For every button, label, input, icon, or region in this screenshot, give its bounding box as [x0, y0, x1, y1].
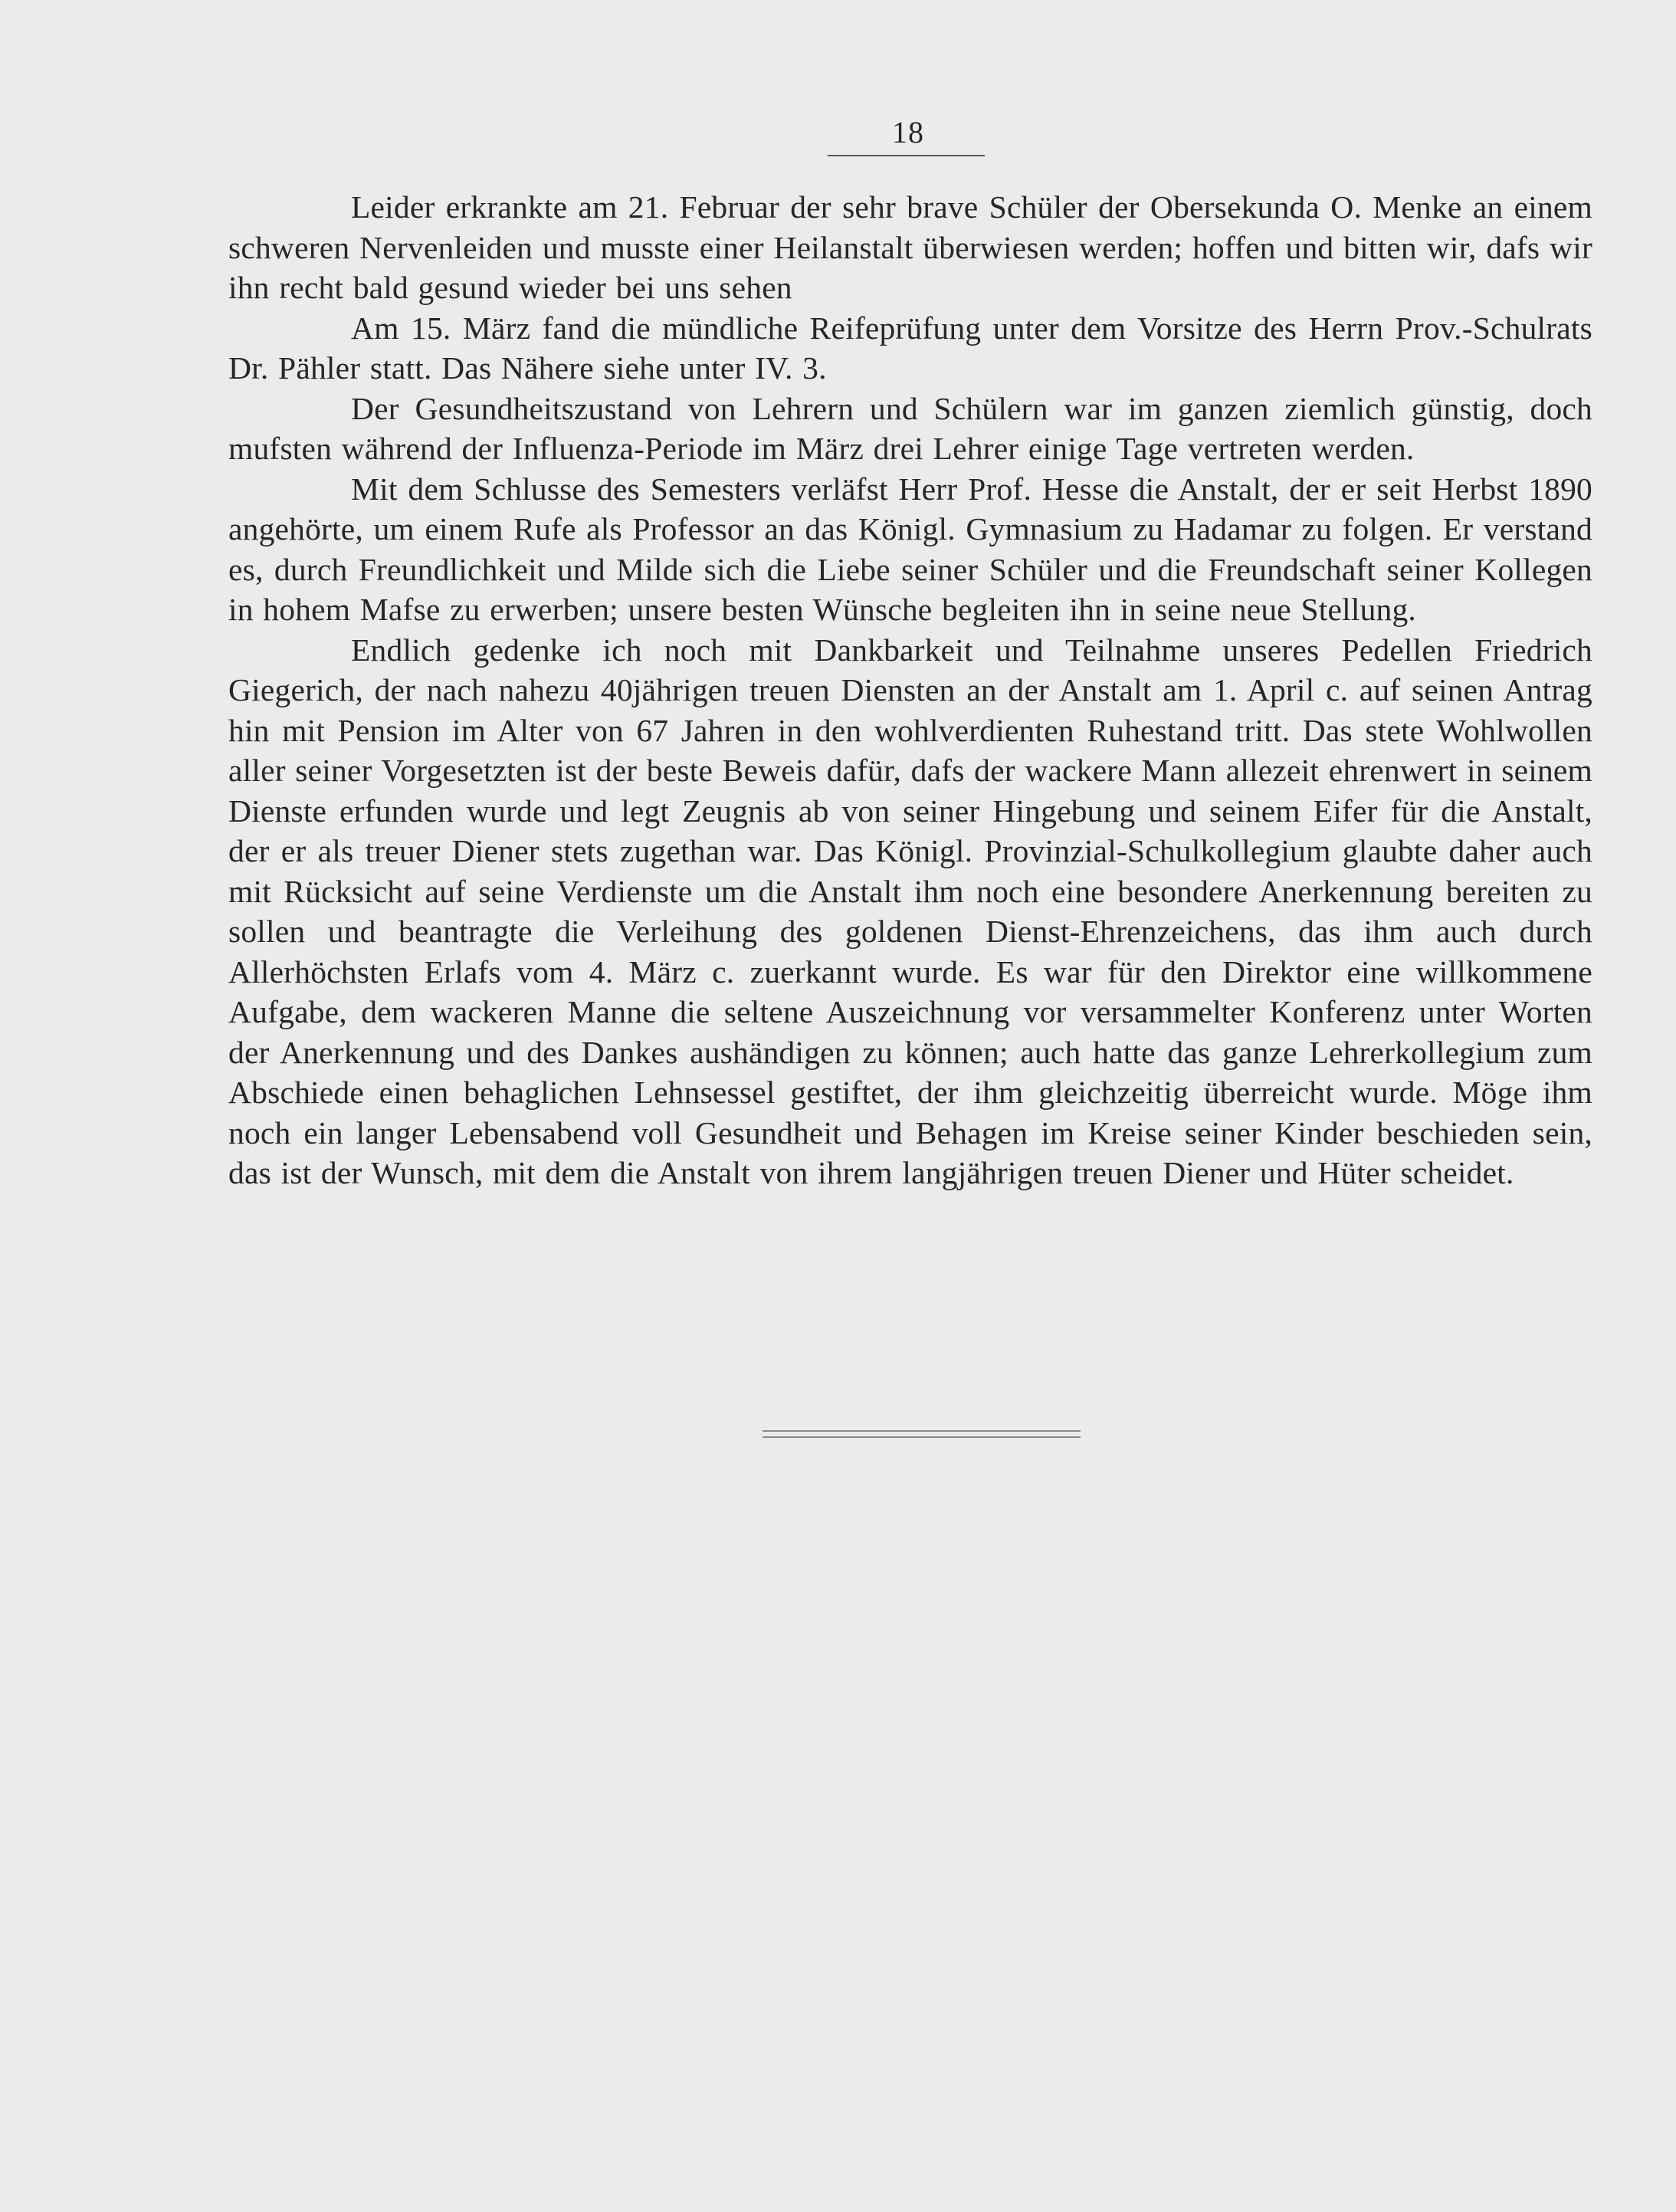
- page-number-underline: [828, 155, 985, 156]
- paragraph-reifepruefung: Am 15. März fand die mündliche Reifeprüfung unter dem Vorsitze des Herrn Prov.-Schulrats Dr. Pähler statt. Das Nähere siehe unter IV. 3.: [228, 310, 1592, 386]
- paragraph-health-status: Der Gesundheitszustand von Lehrern und Schülern war im ganzen ziemlich günstig, doch mufsten während der Influenza-Periode im März drei Lehrer einige Tage vertreten werden.: [228, 390, 1592, 466]
- paragraph-hesse-departure: Mit dem Schlusse des Semesters verläfst Herr Prof. Hesse die Anstalt, der er seit Herbst 1890 angehörte, um einem Rufe als Professor an das Königl. Gymnasium zu Hadamar zu folgen. Er verstand es, durch Freundlichkeit und Milde sich die Liebe seiner Schüler und die Freundschaft seiner Kollegen in hohem Mafse zu erwerben; unsere besten Wünsche begleiten ihn in seine neue Stellung.: [228, 471, 1592, 627]
- end-divider-line: [763, 1436, 1081, 1438]
- paragraph-menke-illness: Leider erkrankte am 21. Februar der sehr brave Schüler der Obersekunda O. Menke an einem schweren Nervenleiden und musste einer Heilanstalt überwiesen werden; hoffen und bitten wir, dafs wir ihn recht bald gesund wieder bei uns sehen: [228, 189, 1592, 305]
- end-divider-line: [763, 1430, 1081, 1432]
- page-number: 18: [892, 115, 924, 149]
- paragraph-giegerich-retirement: Endlich gedenke ich noch mit Dankbarkeit und Teilnahme unseres Pedellen Friedrich Giegerich, der nach nahezu 40jährigen treuen Diensten an der Anstalt am 1. April c. auf seinen Antrag hin mit Pension im Alter von 67 Jahren in den wohlverdienten Ruhestand tritt. Das stete Wohlwollen aller seiner Vorgesetzten ist der beste Beweis dafür, dafs der wackere Mann allezeit ehrenwert in seinem Dienste erfunden wurde und legt Zeugnis ab von seiner Hingebung und seinem Eifer für die Anstalt, der er als treuer Diener stets zugethan war. Das Königl. Provinzial-Schulkollegium glaubte daher auch mit Rücksicht auf seine Verdienste um die Anstalt ihm noch eine besondere Anerkennung bereiten zu sollen und beantragte die Verleihung des goldenen Dienst-Ehrenzeichens, das ihm auch durch Allerhöchsten Erlafs vom 4. März c. zuerkannt wurde. Es war für den Direktor eine willkommene Aufgabe, dem wackeren Manne die seltene Auszeichnung vor versammelter Konferenz unter Worten der Anerkennung und des Dankes aushändigen zu können; auch hatte das ganze Lehrerkollegium zum Abschiede einen behaglichen Lehnsessel gestiftet, der ihm gleichzeitig überreicht wurde. Möge ihm noch ein langer Lebensabend voll Gesundheit und Behagen im Kreise seiner Kinder beschieden sein, das ist der Wunsch, mit dem die Anstalt von ihrem langjährigen treuen Diener und Hüter scheidet.: [228, 632, 1592, 1190]
- body-text: [228, 187, 1592, 1193]
